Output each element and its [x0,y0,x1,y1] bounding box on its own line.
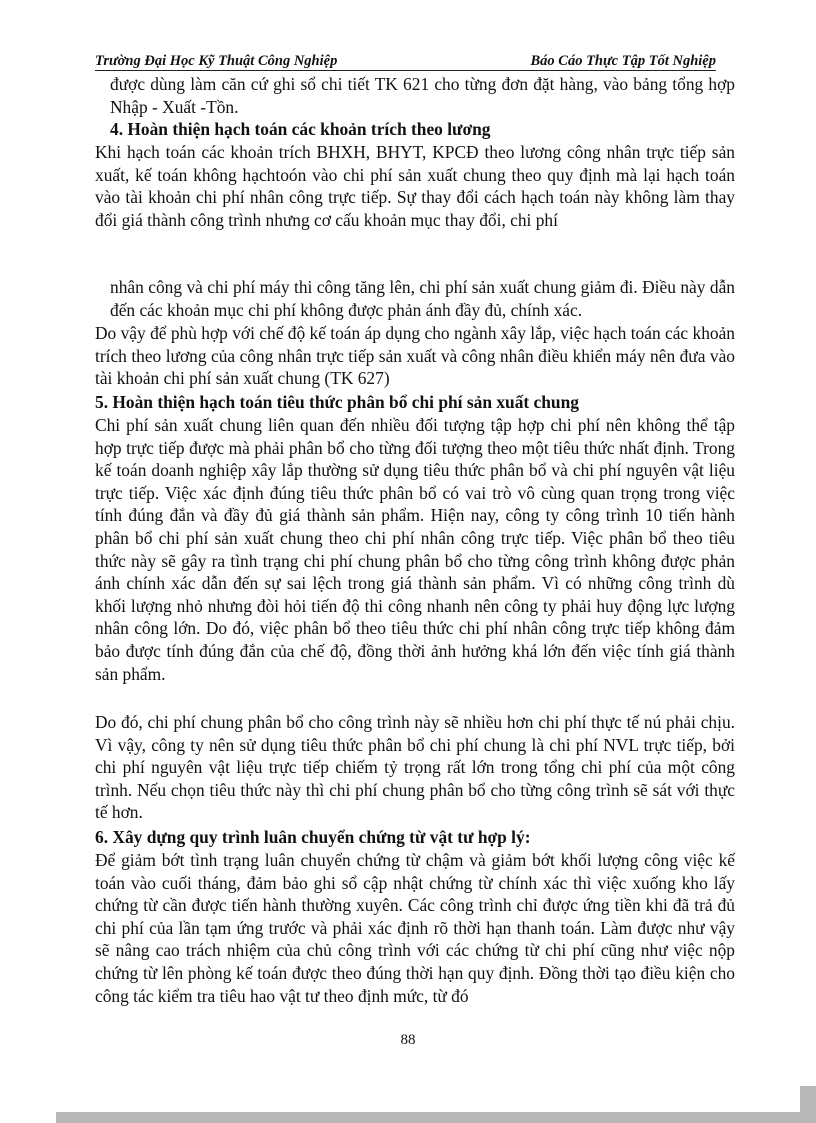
section-5-paragraph-1: Chi phí sản xuất chung liên quan đến nhiều đối tượng tập hợp chi phí nên không thể tập hợp trực tiếp được mà phải phân bổ cho từng đối tượng theo một tiêu thức nhất định. Trong kế toán doanh nghiệp xây lắp thường sử dụng tiêu thức phân bổ và chi phí nguyên vật liệu trực tiếp. Việc xác định đúng tiêu thức phân bổ có vai trò vô cùng quan trọng trong việc tính đúng đắn và đầy đủ giá thành sản phẩm. Hiện nay, công ty công trình 10 tiến hành phân bổ chi phí sản xuất chung theo chi phí nhân công trực tiếp. Việc phân bổ theo tiêu thức này sẽ gây ra tình trạng chi phí chung phân bổ cho từng công trình không được phản ánh chính xác dẫn đến sự sai lệch trong giá thành sản phẩm. Vì có những công trình dù khối lượng nhỏ nhưng đòi hỏi tiến độ thi công nhanh nên công ty phải huy động lực lượng nhân công lớn. Do đó, việc phân bổ theo tiêu thức chi phí nhân công trực tiếp không đảm bảo được tính đúng đắn của chế độ, đồng thời ảnh hưởng khá lớn đến việc tính giá thành sản phẩm. [95,415,735,684]
section-5-heading: 5. Hoàn thiện hạch toán tiêu thức phân bổ chi phí sản xuất chung [95,392,579,412]
section-6-heading: 6. Xây dựng quy trình luân chuyển chứng từ vật tư hợp lý: [95,827,531,847]
intro-paragraph: được dùng làm căn cứ ghi sổ chi tiết TK 621 cho từng đơn đặt hàng, vào bảng tổng hợp Nhập - Xuất -Tồn. [110,74,735,117]
section-6-paragraph-1: Để giảm bớt tình trạng luân chuyển chứng từ chậm và giảm bớt khối lượng công việc kế toán vào cuối tháng, đảm bảo ghi sổ cập nhật chứng từ chính xác thì việc xuống kho lấy chứng từ cần được tiến hành thường xuyên. Các công trình chỉ được ứng tiền khi đã trả đủ chi phí của lần tạm ứng trước và phải xác định rõ thời hạn thanh toán. Làm được như vậy sẽ nâng cao trách nhiệm của chủ công trình với các chứng từ chi phí cũng như việc nộp chứng từ lên phòng kế toán được theo đúng thời hạn quy định. Đồng thời tạo điều kiện cho công tác kiểm tra tiêu hao vật tư theo định mức, từ đó [95,850,735,1006]
section-5-paragraph-2: Do đó, chi phí chung phân bổ cho công trình này sẽ nhiều hơn chi phí thực tế nú phải chịu. Vì vậy, công ty nên sử dụng tiêu thức phân bổ chi phí chung là chi phí NVL trực tiếp, bởi chi phí nguyên vật liệu trực tiếp chiếm tỷ trọng rất lớn trong tổng chi phí của một công trình. Nếu chọn tiêu thức này thì chi phí chung phân bổ cho từng công trình sẽ sát với thực tế hơn. [95,712,735,823]
section-4-heading: 4. Hoàn thiện hạch toán các khoản trích theo lương [110,119,491,139]
header-report-title: Báo Cáo Thực Tập Tốt Nghiệp [530,53,716,69]
section-4-paragraph-1: Khi hạch toán các khoản trích BHXH, BHYT, KPCĐ theo lương công nhân trực tiếp sản xuất, kế toán không hạchtoón vào chi phí sản xuất chung theo quy định mà lại hạch toán vào tài khoản chi phí nhân công trực tiếp. Sự thay đổi cách hạch toán này không làm thay đổi giá thành công trình nhưng cơ cấu khoản mục thay đổi, chi phí [95,142,735,230]
page-header [95,52,716,71]
section-4-paragraph-2: nhân công và chi phí máy thi công tăng lên, chi phí sản xuất chung giảm đi. Điều này dẫn đến các khoản mục chi phí không được phản ánh đầy đủ, chính xác. [110,277,735,320]
section-4-paragraph-3: Do vậy để phù hợp với chế độ kế toán áp dụng cho ngành xây lắp, việc hạch toán các khoản trích theo lương của công nhân trực tiếp sản xuất và công nhân điều khiển máy nên đưa vào tài khoản chi phí sản xuất chung (TK 627) [95,323,735,389]
page-number: 88 [400,1032,416,1048]
header-school: Trường Đại Học Kỹ Thuật Công Nghiệp [95,53,338,69]
page-shadow-bottom [56,1112,816,1123]
